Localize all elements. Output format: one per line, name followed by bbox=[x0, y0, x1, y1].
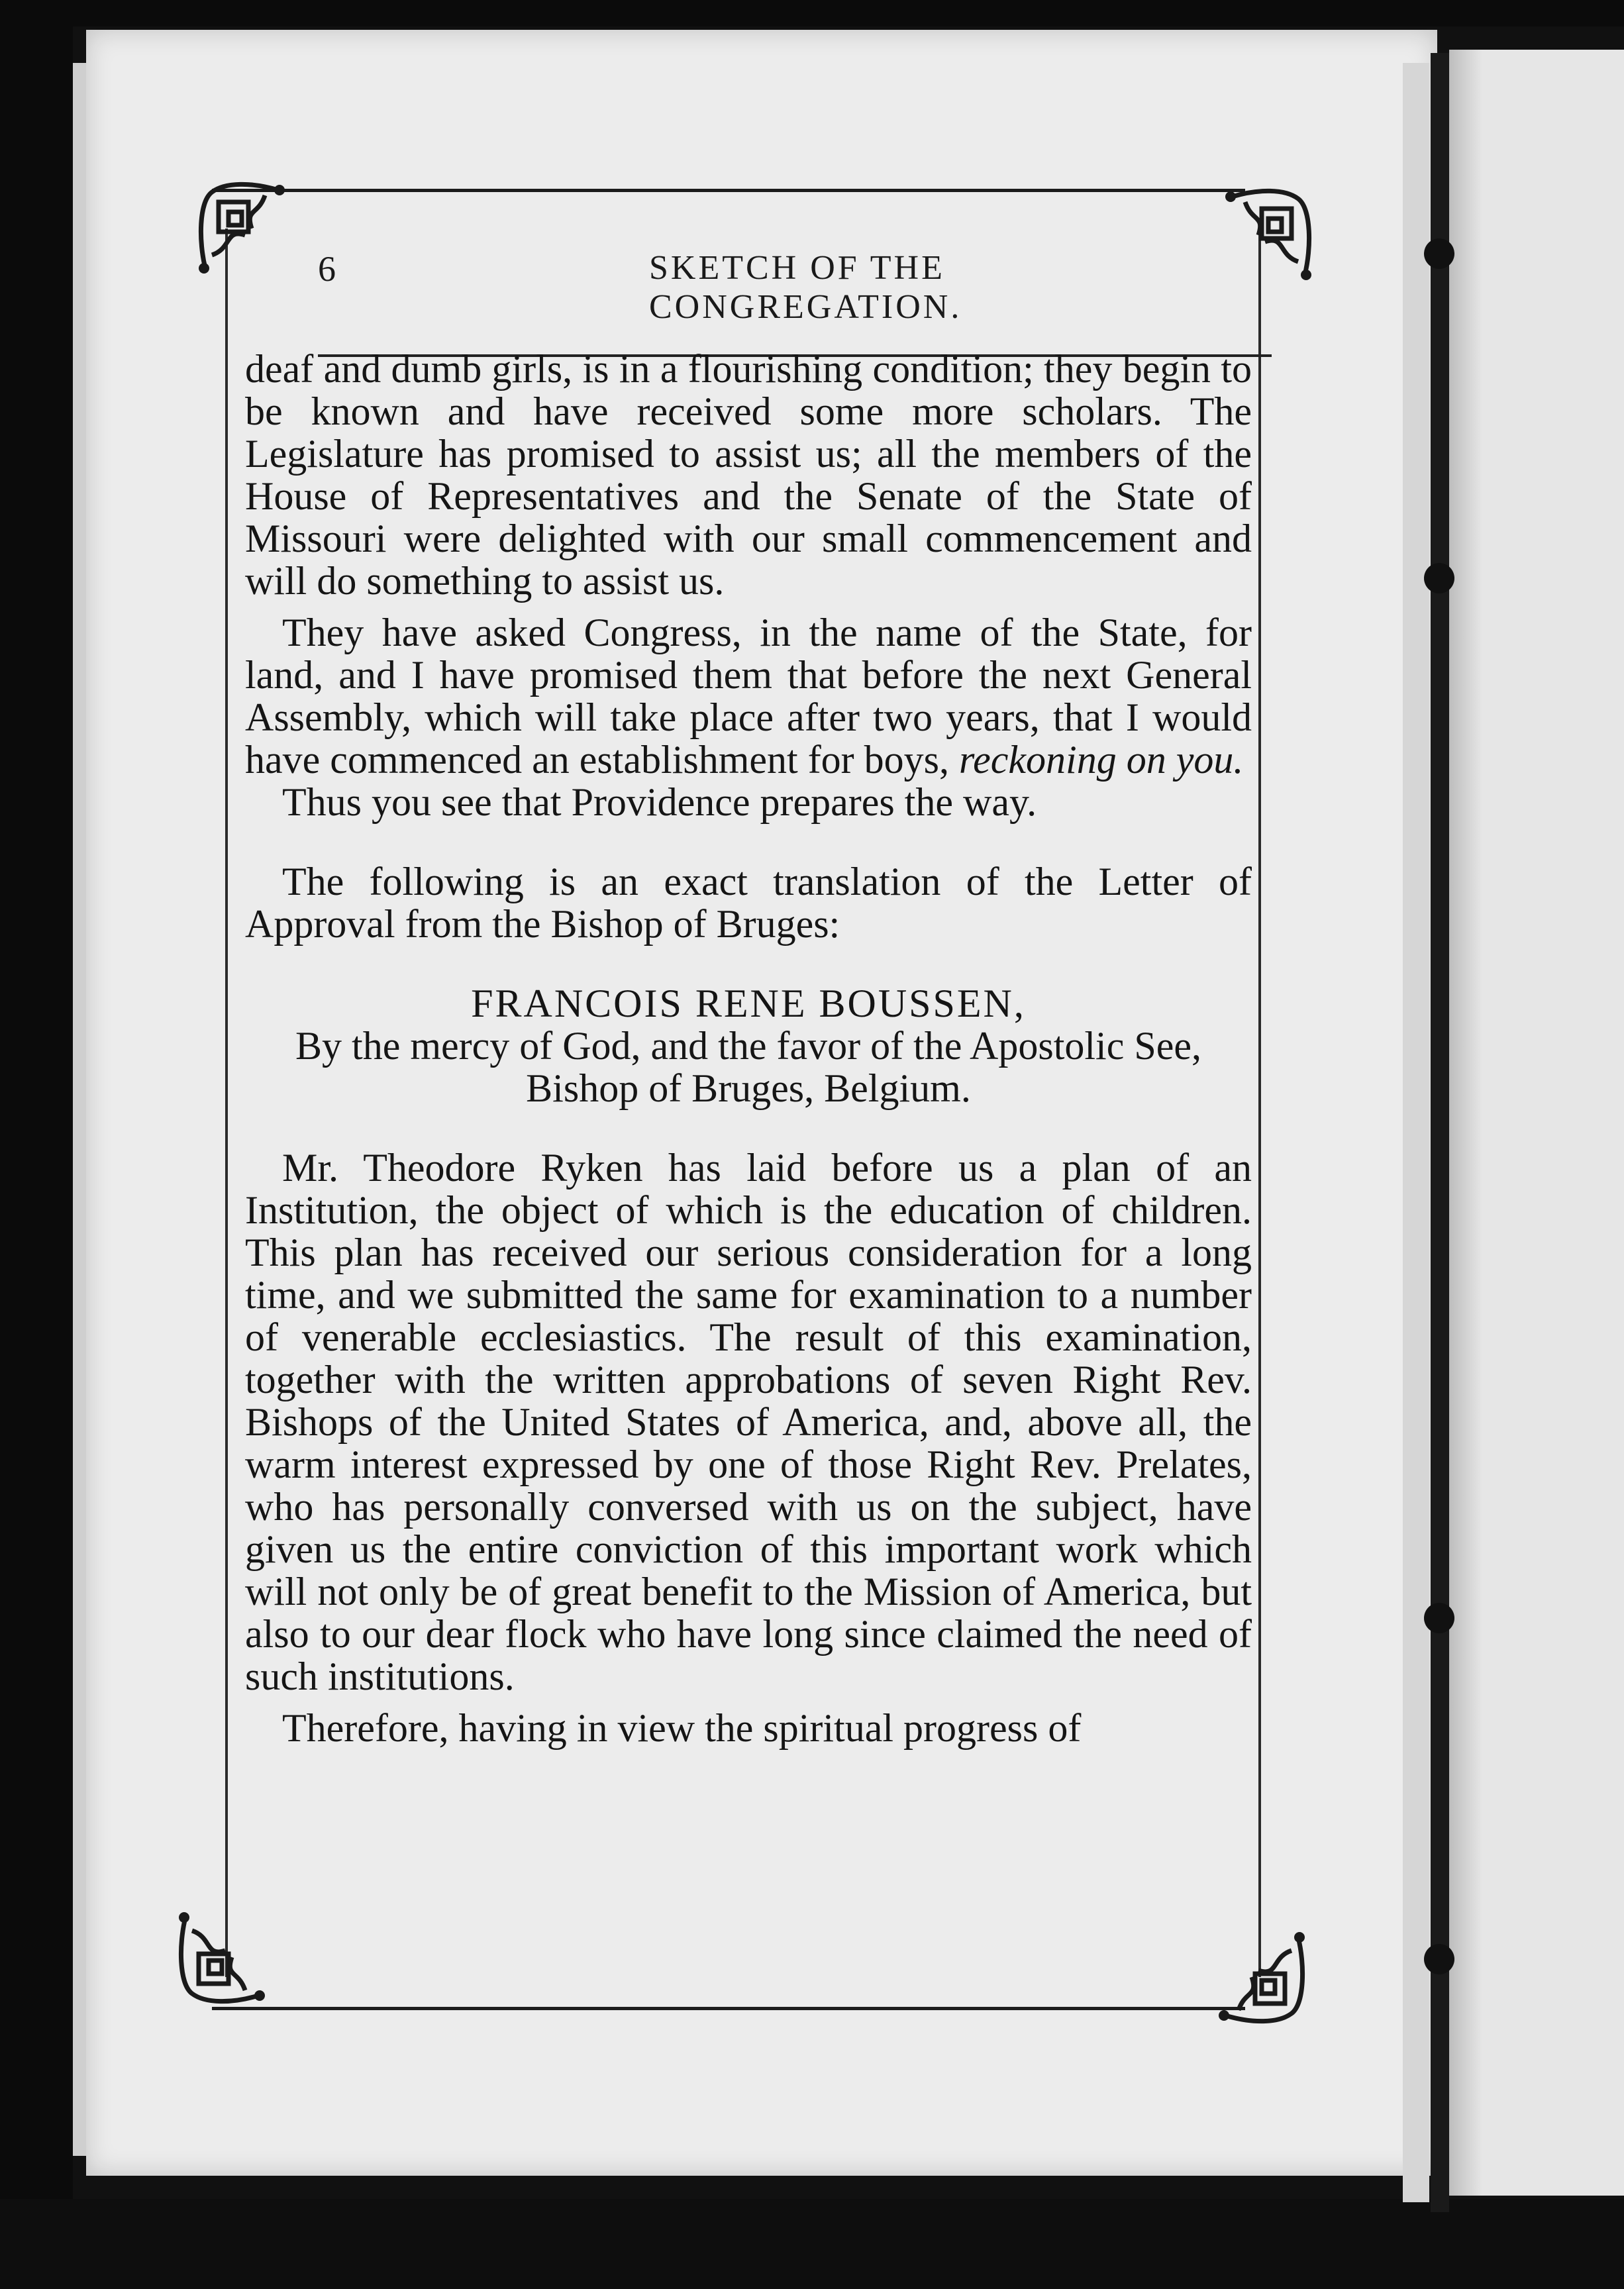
binding-thread bbox=[1424, 1603, 1454, 1633]
corner-ornament-icon bbox=[1212, 1931, 1311, 2030]
paragraph-start: Therefore, having in view the spiritual progress of bbox=[282, 1706, 1082, 1750]
border-left-rule bbox=[225, 229, 228, 1977]
paragraph: Thus you see that Providence prepares the way. bbox=[282, 780, 1037, 824]
paragraph-text: They have asked Congress, in the name of the State, for land, and I have promised them that before the next General Assembly, which will take place after two years, that I would have commenced an establishment for boys, bbox=[245, 611, 1252, 782]
bishop-name-heading: FRANCOIS RENE BOUSSEN, bbox=[471, 982, 1026, 1025]
scan-left-edge bbox=[0, 0, 73, 2289]
border-right-rule bbox=[1258, 229, 1261, 1977]
bishop-title: By the mercy of God, and the favor of the Apostolic See, Bishop of Bruges, Belgium. bbox=[295, 1024, 1201, 1110]
letter-paragraph: Mr. Theodore Ryken has laid before us a plan of an Institution, the object of which is the education of children. This plan has received our serious consideration for a long time, and we submitted the same for examination to a number of venerable ecclesiastics. The result of this examination, together with the written approbations of seven Right Rev. Bishops of the United States of America, and, above all, the warm interest expressed by one of those Right Rev. Prelates, who has personally conversed with us on the subject, have given us the entire conviction of this important work which will not only be of great benefit to the Mission of America, but also to our dear flock who have long since claimed the need of such institutions. bbox=[245, 1146, 1252, 1698]
page-number: 6 bbox=[318, 249, 338, 289]
binding-thread bbox=[1424, 1944, 1454, 1974]
body-text bbox=[245, 348, 1252, 1749]
border-bottom-rule bbox=[212, 2007, 1245, 2010]
facing-page-shadow bbox=[1449, 50, 1482, 2196]
binding-thread bbox=[1424, 238, 1454, 269]
gutter bbox=[1403, 63, 1429, 2202]
scan-top-edge bbox=[0, 0, 1624, 26]
scan-bottom-edge bbox=[0, 2199, 1624, 2289]
book-spine bbox=[1431, 53, 1449, 2212]
paragraph-continuation: deaf and dumb girls, is in a flourishing condition; they begin to be known and have received some more scholars. The Legislature has promised to assist us; all the members of the House of Representatives and the Senate of the State of Missouri were delighted with our small commencement and will do something to assist us. bbox=[245, 347, 1252, 603]
running-title: SKETCH OF THE CONGREGATION. bbox=[649, 249, 962, 326]
emphasized-text: reckoning on you. bbox=[959, 738, 1244, 782]
border-top-rule bbox=[212, 189, 1245, 192]
paragraph: The following is an exact translation of the Letter of Approval from the Bishop of Bruges: bbox=[245, 860, 1252, 946]
running-header bbox=[318, 235, 1245, 326]
paragraph bbox=[245, 611, 1252, 781]
corner-ornament-icon bbox=[172, 1911, 272, 2010]
binding-thread bbox=[1424, 563, 1454, 593]
corner-ornament-icon bbox=[192, 176, 291, 275]
